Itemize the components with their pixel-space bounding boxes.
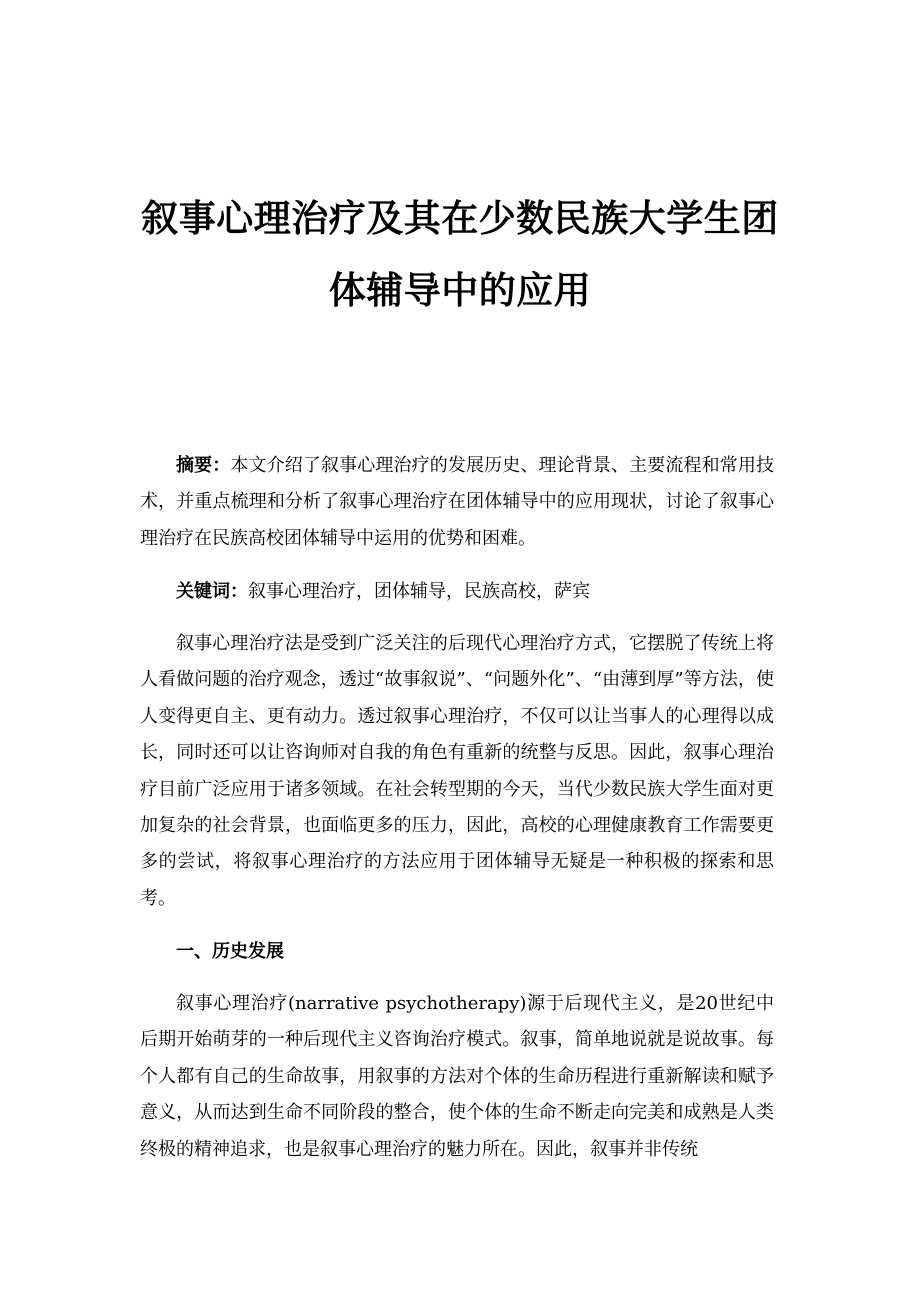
abstract-text: 本文介绍了叙事心理治疗的发展历史、理论背景、主要流程和常用技术，并重点梳理和分析了叙事心理治疗在团体辅导中的应用现状，讨论了叙事心理治疗在民族高校团体辅导中运用的优势和困难。 [140, 455, 774, 549]
keywords-paragraph [140, 574, 774, 610]
keywords-text: 叙事心理治疗，团体辅导，民族高校，萨宾 [248, 581, 590, 602]
intro-paragraph: 叙事心理治疗法是受到广泛关注的后现代心理治疗方式，它摆脱了传统上将人看做问题的治疗观念，透过“故事叙说”、“问题外化”、“由薄到厚”等方法，使人变得更自主、更有动力。透过叙事心理治疗，不仅可以让当事人的心理得以成长，同时还可以让咨询师对自我的角色有重新的统整与反思。因此，叙事心理治疗目前广泛应用于诸多领域。在社会转型期的今天，当代少数民族大学生面对更加复杂的社会背景，也面临更多的压力，因此，高校的心理健康教育工作需要更多的尝试，将叙事心理治疗的方法应用于团体辅导无疑是一种积极的探索和思考。 [140, 633, 774, 909]
keywords-label: 关键词： [176, 581, 248, 602]
abstract-label: 摘要： [176, 455, 231, 476]
history-paragraph: 叙事心理治疗(narrative psychotherapy)源于后现代主义，是20世纪中后期开始萌芽的一种后现代主义咨询治疗模式。叙事，简单地说就是说故事。每个人都有自己的生命故事，用叙事的方法对个体的生命历程进行重新解读和赋予意义，从而达到生命不同阶段的整合，使个体的生命不断走向完美和成熟是人类终极的精神追求，也是叙事心理治疗的魅力所在。因此，叙事并非传统 [140, 993, 774, 1160]
abstract-paragraph [140, 448, 774, 557]
document-title-line-2: 体辅导中的应用 [328, 268, 592, 312]
document-title-line-1: 叙事心理治疗及其在少数民族大学生团 [141, 196, 779, 240]
section-heading-history: 一、历史发展 [176, 941, 284, 962]
